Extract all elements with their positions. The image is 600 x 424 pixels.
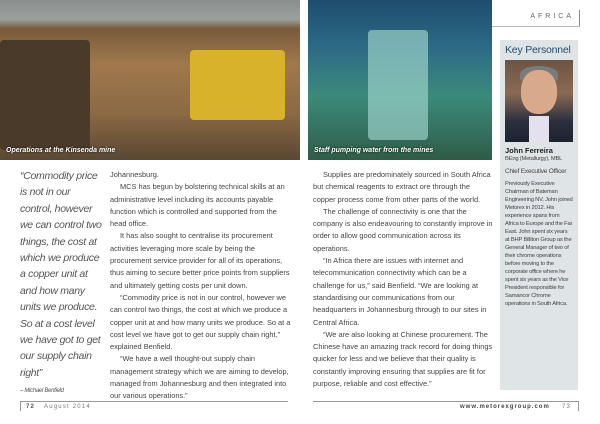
pull-quote-attribution: – Michael Benfield xyxy=(20,388,64,395)
section-divider xyxy=(579,10,580,26)
paragraph: “We have a well thought-out supply chain management strategy which we are aiming to develop, managed from Johannesburg and then integrated into our various operations.” xyxy=(110,354,289,401)
paragraph: It has also sought to centralise its procurement activities leveraging more scale by being the procurement service provider for all of its operations, thus aiming to secure better price points from suppliers and ultimately getting costs per unit down. xyxy=(110,231,290,290)
paragraph: “Commodity price is not in our control, however we can control two things, the cost at which we produce a copper unit at and how many units we produce. So at a cost level we have got to get our supply chain right,” explained Benfield. xyxy=(110,292,291,352)
kinsenda-mine-photo xyxy=(0,0,300,160)
pull-quote xyxy=(20,168,102,395)
left-body-text xyxy=(110,169,292,403)
pull-quote-text: “Commodity price is not in our control, however we can control two things, the cost at which we produce a copper unit at and how many units we produce. So at a cost level we have got to get our supply chain right” xyxy=(20,170,102,379)
right-body-text xyxy=(313,169,493,390)
dump-truck xyxy=(190,50,285,120)
section-label: AFRICA xyxy=(530,13,574,20)
water-flow xyxy=(368,30,428,140)
paragraph: The challenge of connectivity is one that the company is also endeavouring to constantly improve in order to allow good communication across its operations. xyxy=(313,206,493,253)
footer-rule-right xyxy=(313,401,578,402)
truck-left xyxy=(0,40,90,150)
photo-caption: Operations at the Kinsenda mine xyxy=(6,147,116,154)
key-personnel-title: Key Personnel xyxy=(505,44,571,56)
page-number-left: 72 xyxy=(26,404,36,410)
paragraph: MCS has begun by bolstering technical skills at an administrative level including its accounts payable function which is controlled and supported from the head office. xyxy=(110,182,285,229)
paragraph: “In Africa there are issues with internet and telecommunication connectivity which can be a challenge for us,” said Benfield. “We are looking at standardising our communications from our headquarters in Johannesburg through to our sites in Central Africa. xyxy=(313,256,487,327)
person-bio: Previously Executive Chairman of Bateman Engineering NV, John joined Metorex in 2012. His experience spans from Africa to Europe and the Far East. John spent six years at BHP Billiton Group as the General Manager of two of their chrome operations before moving to the corporate office where he spent six years as the Vice President responsible for Samancor Chrome operations in South Africa. xyxy=(505,181,573,307)
person-qualifications: BEng (Metallurgy), MBL xyxy=(505,156,563,162)
website-url: www.metorexgroup.com xyxy=(460,404,550,410)
paragraph: Supplies are predominately sourced in South Africa but chemical reagents to extract ore through the copper process come from other parts of the world. xyxy=(313,170,491,204)
water-pumping-photo xyxy=(308,0,492,160)
photo-caption: Staff pumping water from the mines xyxy=(314,147,434,154)
paragraph: “We are also looking at Chinese procurement. The Chinese have an amazing track record for doing things quicker for less and we believe that their quality is constantly improving ensuring that supplies are fit for purpose, reliable and cost effective.” xyxy=(313,329,493,389)
footer-divider xyxy=(20,401,21,411)
issue-date: August 2014 xyxy=(44,404,91,410)
footer-rule-left xyxy=(20,401,288,402)
footer-divider xyxy=(578,401,579,411)
header-rule xyxy=(492,26,580,27)
key-personnel-box xyxy=(500,40,578,390)
person-name: John Ferreira xyxy=(505,146,553,155)
person-role: Chief Executive Officer xyxy=(505,168,567,175)
portrait-photo xyxy=(505,60,573,142)
page-number-right: 73 xyxy=(562,404,572,410)
paragraph: Johannesburg. xyxy=(110,170,159,179)
